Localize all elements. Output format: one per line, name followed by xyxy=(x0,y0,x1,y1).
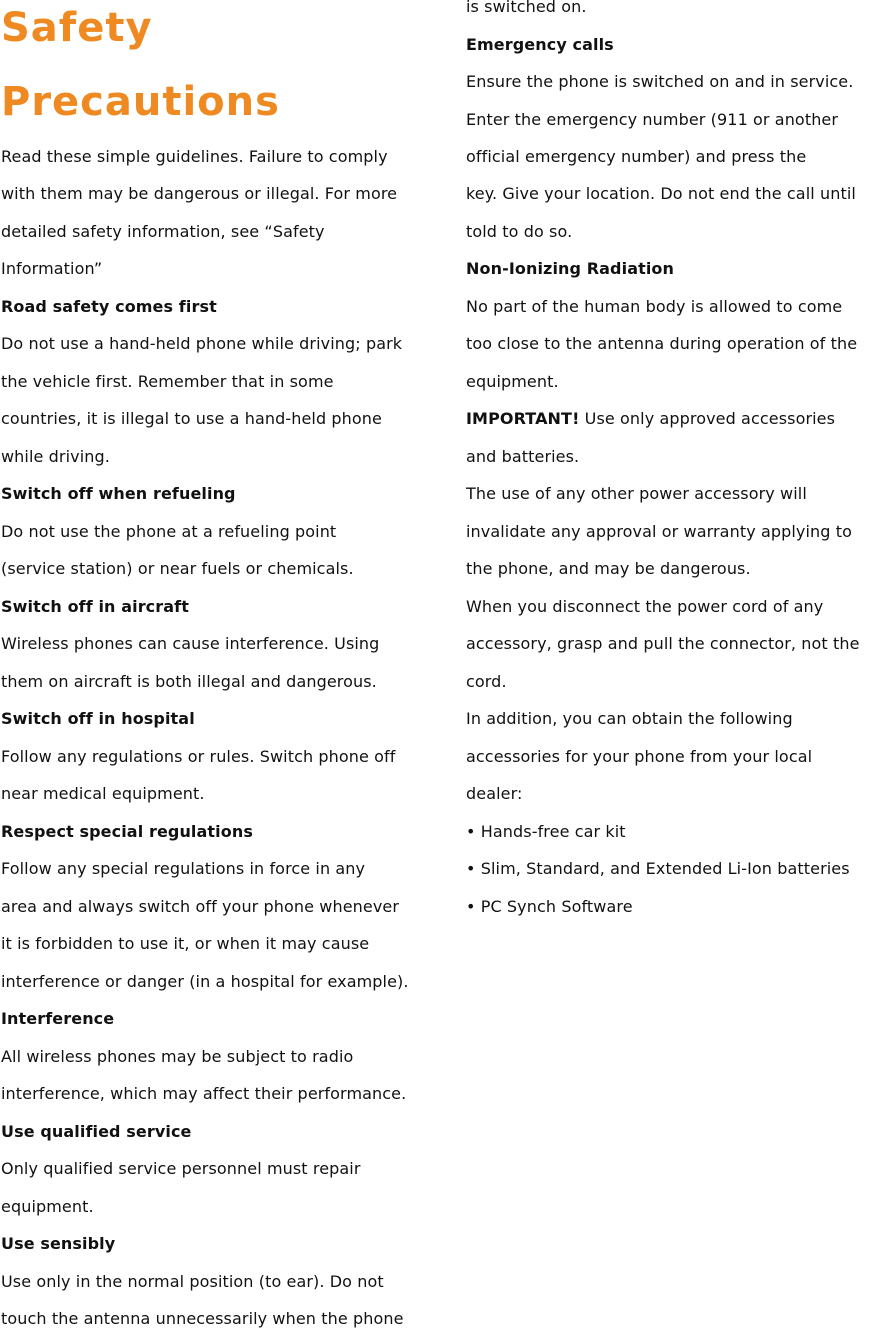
body-text: countries, it is illegal to use a hand-held phone xyxy=(1,409,382,428)
section-heading-refueling: Switch off when refueling xyxy=(1,484,236,503)
body-text: No part of the human body is allowed to come xyxy=(466,297,843,316)
body-text: official emergency number) and press the xyxy=(466,147,807,166)
body-text: interference or danger (in a hospital for example). xyxy=(1,972,409,991)
body-text: Follow any regulations or rules. Switch phone off xyxy=(1,747,396,766)
intro-text: Read these simple guidelines. Failure to comply xyxy=(1,147,388,166)
section-heading-interference: Interference xyxy=(1,1009,115,1028)
page-title-line-2: Precautions xyxy=(1,79,280,125)
body-text: (service station) or near fuels or chemicals. xyxy=(1,559,354,578)
body-text: them on aircraft is both illegal and dangerous. xyxy=(1,672,377,691)
body-text: Use only in the normal position (to ear). Do not xyxy=(1,1272,384,1291)
intro-text: detailed safety information, see “Safety xyxy=(1,222,325,241)
body-text: interference, which may affect their performance. xyxy=(1,1084,407,1103)
list-item: • Slim, Standard, and Extended Li-Ion batteries xyxy=(466,859,850,878)
body-text: the phone, and may be dangerous. xyxy=(466,559,751,578)
body-text: When you disconnect the power cord of any xyxy=(466,597,824,616)
body-text: Follow any special regulations in force in any xyxy=(1,859,366,878)
section-heading-emergency-calls: Emergency calls xyxy=(466,35,614,54)
body-text: Do not use the phone at a refueling point xyxy=(1,522,337,541)
important-text: Use only approved accessories xyxy=(584,409,836,428)
section-heading-road-safety: Road safety comes first xyxy=(1,297,217,316)
body-text: Only qualified service personnel must repair xyxy=(1,1159,361,1178)
body-text: All wireless phones may be subject to radio xyxy=(1,1047,354,1066)
important-label: IMPORTANT! xyxy=(466,409,580,428)
body-text: equipment. xyxy=(466,372,559,391)
body-text: Do not use a hand-held phone while driving; park xyxy=(1,334,403,353)
body-text: near medical equipment. xyxy=(1,784,205,803)
body-text: told to do so. xyxy=(466,222,573,241)
body-text: Enter the emergency number (911 or another xyxy=(466,110,839,129)
body-text: too close to the antenna during operation of the xyxy=(466,334,858,353)
intro-text: Information” xyxy=(1,259,103,278)
body-text: invalidate any approval or warranty applying to xyxy=(466,522,852,541)
body-text: Wireless phones can cause interference. Using xyxy=(1,634,380,653)
body-text: accessories for your phone from your local xyxy=(466,747,813,766)
body-text: the vehicle first. Remember that in some xyxy=(1,372,334,391)
body-text: touch the antenna unnecessarily when the phone xyxy=(1,1309,404,1328)
body-text: and batteries. xyxy=(466,447,580,466)
body-text: cord. xyxy=(466,672,507,691)
section-heading-aircraft: Switch off in aircraft xyxy=(1,597,189,616)
section-heading-qualified-service: Use qualified service xyxy=(1,1122,192,1141)
body-text: while driving. xyxy=(1,447,110,466)
page-title-line-1: Safety xyxy=(1,5,153,51)
body-text: dealer: xyxy=(466,784,523,803)
section-heading-hospital: Switch off in hospital xyxy=(1,709,195,728)
section-heading-non-ionizing-radiation: Non-Ionizing Radiation xyxy=(466,259,675,278)
list-item: • Hands-free car kit xyxy=(466,822,626,841)
body-text: Ensure the phone is switched on and in service. xyxy=(466,72,854,91)
body-text: equipment. xyxy=(1,1197,94,1216)
intro-text: with them may be dangerous or illegal. For more xyxy=(1,184,398,203)
body-text: it is forbidden to use it, or when it may cause xyxy=(1,934,370,953)
body-text: The use of any other power accessory will xyxy=(466,484,807,503)
section-heading-special-regulations: Respect special regulations xyxy=(1,822,253,841)
section-heading-use-sensibly: Use sensibly xyxy=(1,1234,116,1253)
body-text: area and always switch off your phone whenever xyxy=(1,897,400,916)
body-text: accessory, grasp and pull the connector, not the xyxy=(466,634,860,653)
important-note xyxy=(466,409,835,429)
body-text: key. Give your location. Do not end the call until xyxy=(466,184,856,203)
body-text: In addition, you can obtain the following xyxy=(466,709,793,728)
body-text: is switched on. xyxy=(466,0,587,16)
list-item: • PC Synch Software xyxy=(466,897,633,916)
